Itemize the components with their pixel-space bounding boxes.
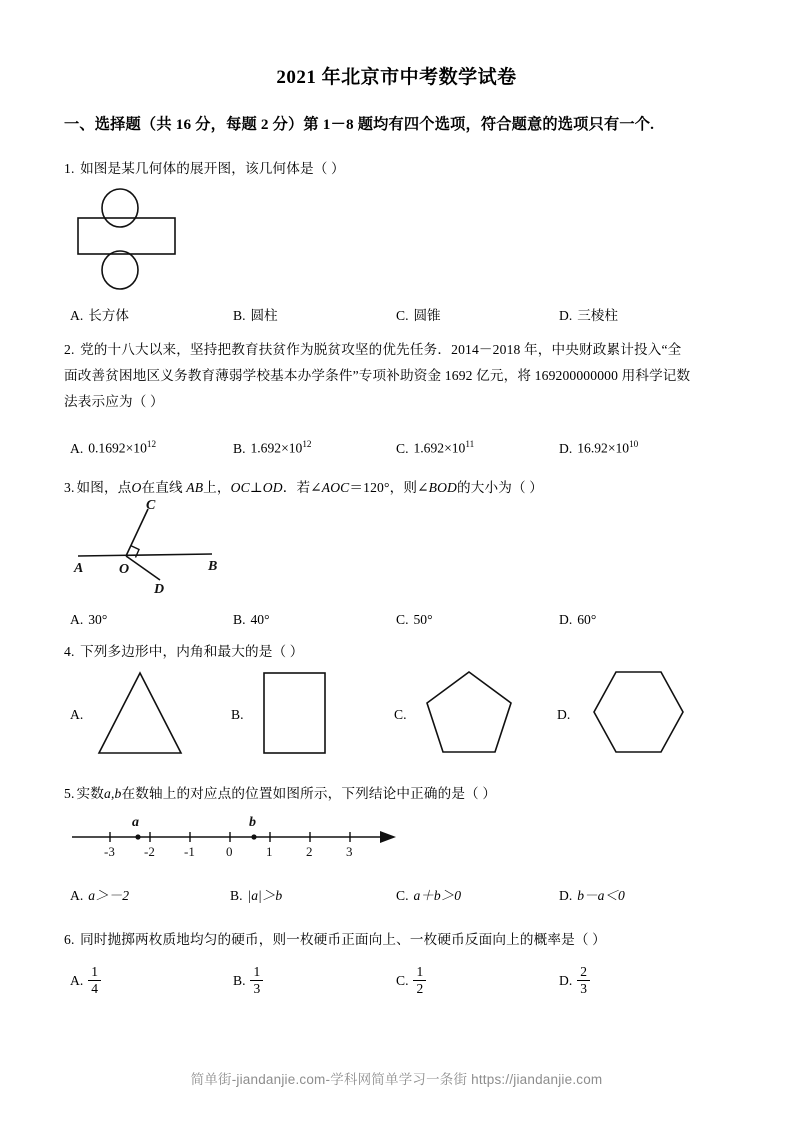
option-exponent: 11 xyxy=(465,439,475,449)
option-label: D. xyxy=(557,707,571,722)
svg-text:C: C xyxy=(146,498,156,513)
question-1-stem xyxy=(64,156,740,182)
question-2-option-d[interactable] xyxy=(559,434,638,459)
stem-part: 的大小为（ ） xyxy=(457,480,544,495)
fraction-denominator: 4 xyxy=(91,981,98,997)
svg-text:0: 0 xyxy=(226,844,233,859)
stem-var: AOC xyxy=(321,480,350,495)
option-label: C. xyxy=(396,440,409,456)
stem-part: 上， xyxy=(203,480,231,495)
question-2-option-b[interactable] xyxy=(233,434,312,459)
stem-part: ．若∠ xyxy=(282,480,322,495)
stem-var: O xyxy=(131,480,142,495)
svg-text:1: 1 xyxy=(266,844,273,859)
question-1-options xyxy=(0,306,793,332)
stem-part: 如图，点 xyxy=(76,480,132,495)
question-4-option-a[interactable] xyxy=(70,705,88,725)
option-label: A. xyxy=(70,888,84,903)
question-6-option-c[interactable] xyxy=(396,966,426,997)
option-label: B. xyxy=(230,888,243,903)
question-2-option-c[interactable] xyxy=(396,434,474,459)
fraction-numerator: 2 xyxy=(580,964,587,979)
question-1-option-d[interactable] xyxy=(559,306,618,326)
svg-text:b: b xyxy=(249,815,256,830)
fraction-numerator: 1 xyxy=(253,964,261,979)
question-5-option-c[interactable] xyxy=(396,886,461,906)
svg-text:-1: -1 xyxy=(184,844,195,859)
question-3-options xyxy=(0,610,793,636)
angle-diagram-figure xyxy=(72,500,242,595)
option-text: 50° xyxy=(413,612,433,627)
question-3-option-d[interactable] xyxy=(559,610,596,630)
question-3-stem xyxy=(64,475,740,501)
cylinder-net-figure xyxy=(74,192,214,297)
option-label: A. xyxy=(70,972,84,988)
svg-text:B: B xyxy=(208,559,218,574)
option-exponent: 10 xyxy=(629,439,639,449)
stem-var: b xyxy=(114,786,122,801)
svg-text:D: D xyxy=(154,582,165,597)
option-mantissa: 1.692 xyxy=(413,440,445,456)
question-5-number: 5. xyxy=(64,786,75,801)
option-times: ×10 xyxy=(607,440,630,456)
option-label: B. xyxy=(231,707,244,722)
option-text: 30° xyxy=(88,612,108,627)
svg-text:a: a xyxy=(132,815,139,830)
svg-text:3: 3 xyxy=(346,844,353,859)
stem-var: BOD xyxy=(428,480,457,495)
question-3-option-b[interactable] xyxy=(233,610,270,630)
fraction-denominator: 3 xyxy=(253,981,261,997)
pentagon-shape xyxy=(422,668,517,758)
question-2-text-line-2: 面改善贫困地区义务教育薄弱学校基本办学条件”专项补助资金 1692 亿元，将 169200000000 用科学记数 xyxy=(64,368,691,383)
question-2-option-a[interactable] xyxy=(70,434,156,459)
fraction xyxy=(413,965,426,996)
option-text: 三棱柱 xyxy=(577,308,618,323)
option-label: C. xyxy=(394,707,407,722)
section-heading: 一、选择题（共 16 分，每题 2 分）第 1－8 题均有四个选项，符合题意的选项只有一个. xyxy=(64,116,655,133)
option-label: B. xyxy=(233,440,246,456)
question-2-stem-line-2 xyxy=(64,363,740,389)
question-2-stem-line-3 xyxy=(64,389,740,415)
option-text: 40° xyxy=(250,612,270,627)
question-6-option-d[interactable] xyxy=(559,966,590,997)
question-1-option-a[interactable] xyxy=(70,306,129,326)
fraction xyxy=(250,965,263,996)
fraction xyxy=(88,965,101,996)
page-title: 2021 年北京市中考数学试卷 xyxy=(276,67,517,88)
question-6-option-a[interactable] xyxy=(70,966,101,997)
stem-part: ＝120°，则∠ xyxy=(349,480,429,495)
question-2-number: 2. xyxy=(64,342,75,357)
question-3-number: 3. xyxy=(64,480,75,495)
option-text: 60° xyxy=(577,612,597,627)
option-times: ×10 xyxy=(281,440,303,456)
stem-var: OC xyxy=(230,480,250,495)
option-label: B. xyxy=(233,972,246,988)
option-label: C. xyxy=(396,972,409,988)
option-text: 长方体 xyxy=(88,308,129,323)
option-times: ×10 xyxy=(125,440,147,456)
question-4-number: 4. xyxy=(64,644,75,659)
question-3-option-a[interactable] xyxy=(70,610,107,630)
question-6-option-b[interactable] xyxy=(233,966,263,997)
fraction-numerator: 1 xyxy=(416,964,424,979)
question-6-options xyxy=(0,960,793,1006)
question-4-option-c[interactable] xyxy=(394,705,411,725)
question-2-text-line-1: 党的十八大以来，坚持把教育扶贫作为脱贫攻坚的优先任务．2014－2018 年，中央财政累计投入“全 xyxy=(80,342,682,357)
question-4-text: 下列多边形中，内角和最大的是（ ） xyxy=(80,644,304,659)
stem-part: , xyxy=(110,786,115,801)
option-label: B. xyxy=(233,308,246,323)
question-4-option-b[interactable] xyxy=(231,705,248,725)
triangle-shape xyxy=(95,668,185,758)
fraction-denominator: 2 xyxy=(416,981,424,997)
question-2-stem xyxy=(64,337,740,363)
option-label: C. xyxy=(396,888,409,903)
option-label: A. xyxy=(70,707,84,722)
option-label: C. xyxy=(396,308,409,323)
option-label: C. xyxy=(396,612,409,627)
perpendicular-symbol: ⊥ xyxy=(249,480,263,495)
stem-part: 在数轴上的对应点的位置如图所示，下列结论中正确的是（ ） xyxy=(121,786,497,801)
question-1-text: 如图是某几何体的展开图，该几何体是（ ） xyxy=(80,161,345,176)
question-3-option-c[interactable] xyxy=(396,610,433,630)
question-5-option-b[interactable] xyxy=(230,886,282,906)
option-label: D. xyxy=(559,888,573,903)
fraction xyxy=(577,965,590,996)
svg-text:2: 2 xyxy=(306,844,313,859)
question-1-option-c[interactable] xyxy=(396,306,441,326)
stem-part: 在直线 xyxy=(141,480,183,495)
option-label: A. xyxy=(70,440,84,456)
option-text: a＞－2 xyxy=(88,888,129,903)
option-label: D. xyxy=(559,612,573,627)
option-label: A. xyxy=(70,308,84,323)
option-text: a＋b＞0 xyxy=(413,888,462,903)
stem-part: 实数 xyxy=(76,786,104,801)
stem-var: a xyxy=(104,786,111,801)
option-exponent: 12 xyxy=(146,439,157,449)
option-text: |a|＞b xyxy=(247,888,283,903)
question-1-option-b[interactable] xyxy=(233,306,278,326)
option-text: b－a＜0 xyxy=(577,888,625,903)
option-mantissa: 1.692 xyxy=(250,440,282,456)
question-5-options xyxy=(0,886,793,912)
option-text: 圆锥 xyxy=(413,308,441,323)
svg-text:-2: -2 xyxy=(144,844,155,859)
option-text: 圆柱 xyxy=(250,308,278,323)
footer-watermark: 简单街-jiandanjie.com-学科网简单学习一条街 https://jiandanjie.com xyxy=(190,1072,603,1087)
number-line-figure xyxy=(68,812,398,867)
stem-var: OD xyxy=(262,480,283,495)
option-label: D. xyxy=(559,308,573,323)
question-6-text: 同时抛掷两枚质地均匀的硬币，则一枚硬币正面向上、一枚硬币反面向上的概率是（ ） xyxy=(80,932,606,947)
stem-var: AB xyxy=(186,480,204,495)
fraction-numerator: 1 xyxy=(91,964,98,979)
option-mantissa: 16.92 xyxy=(577,440,608,456)
svg-text:O: O xyxy=(119,562,130,577)
hexagon-shape xyxy=(588,668,688,758)
option-label: B. xyxy=(233,612,246,627)
option-exponent: 12 xyxy=(302,439,312,449)
question-6-stem xyxy=(64,927,740,953)
square-shape xyxy=(260,668,350,758)
question-4-stem xyxy=(64,639,740,665)
question-6-number: 6. xyxy=(64,932,75,947)
option-label: D. xyxy=(559,440,573,456)
question-2-options xyxy=(0,434,793,460)
option-mantissa: 0.1692 xyxy=(88,440,126,456)
option-label: A. xyxy=(70,612,84,627)
question-4-option-d[interactable] xyxy=(557,705,575,725)
question-5-option-d[interactable] xyxy=(559,886,625,906)
question-5-stem xyxy=(64,781,740,807)
option-times: ×10 xyxy=(444,440,466,456)
option-label: D. xyxy=(559,972,573,988)
question-2-text-line-3: 法表示应为（ ） xyxy=(64,394,164,409)
question-5-option-a[interactable] xyxy=(70,886,129,906)
svg-text:-3: -3 xyxy=(104,844,115,859)
fraction-denominator: 3 xyxy=(580,981,587,997)
svg-text:A: A xyxy=(74,561,84,576)
question-1-number: 1. xyxy=(64,161,75,176)
